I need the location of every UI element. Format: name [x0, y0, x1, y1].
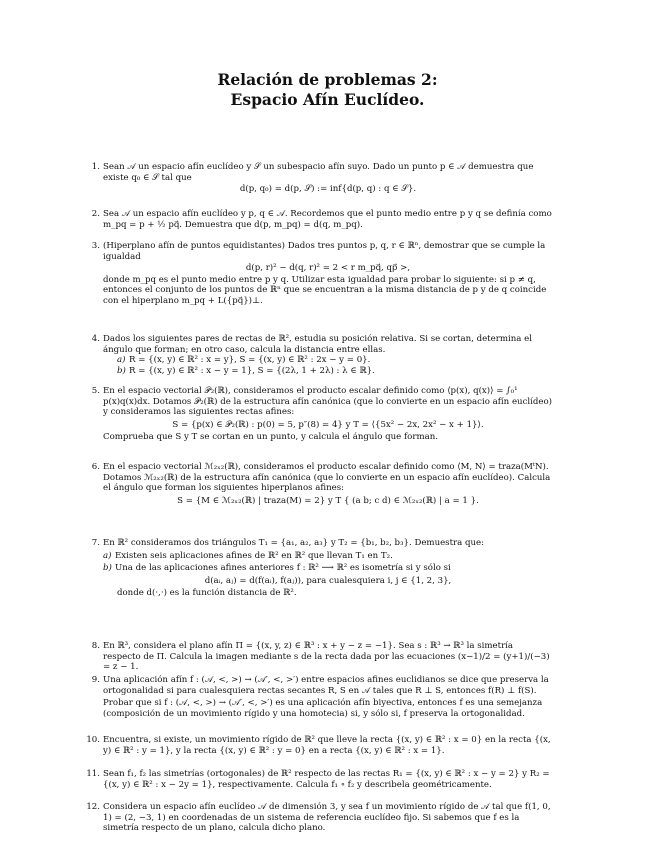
- sub-item-label: a): [103, 550, 112, 561]
- sub-item-label: b): [103, 563, 112, 574]
- sub-item-a: [117, 355, 553, 366]
- problem-number: 12.: [86, 802, 100, 812]
- problem-number: 6.: [91, 462, 100, 472]
- problem-number: 11.: [86, 769, 100, 779]
- problem-text: En el espacio vectorial 𝒫₂(ℝ), consideramos el producto escalar definido como ⟨p(x), q(x)⟩ = ∫₀¹ p(x)q(x)dx. Dotamos 𝒫₂(ℝ) de la estructura afín canónica (que lo convierte en un espacio afín euclídeo) y consideramos las siguientes rectas afines:: [103, 386, 552, 418]
- page-title-line2: Espacio Afín Euclídeo.: [230, 90, 425, 109]
- problem-11: [86, 769, 553, 790]
- problem-2: [91, 209, 553, 230]
- problem-number: 5.: [91, 386, 100, 396]
- problem-text-after: donde m_pq es el punto medio entre p y q. Utilizar esta igualdad para probar lo siguiente: si p ≠ q, entonces el conjunto de los puntos de ℝⁿ que se encuentran a la misma distancia de p y de q coincide con el hiperplano m_pq + L({pq⃗})⊥.: [103, 274, 547, 306]
- sub-item-label: b): [117, 365, 126, 376]
- problem-text-after: Comprueba que S y T se cortan en un punto, y calcula el ángulo que forman.: [103, 432, 438, 443]
- problem-equation: S = {p(x) ∈ 𝒫₂(ℝ) : p(0) = 5, p″(8) = 4} y T = ⟨{5x² − 2x, 2x² − x + 1}⟩.: [172, 419, 484, 430]
- problem-text-after: donde d(·,·) es la función distancia de ℝ².: [117, 588, 297, 599]
- problem-number: 8.: [91, 641, 100, 651]
- problem-text: Sean f₁, f₂ las simetrías (ortogonales) de ℝ² respecto de las rectas R₁ = {(x, y) ∈ ℝ² : x − y = 2} y R₂ = {(x, y) ∈ ℝ² : x − 2y = 1}, respectivamente. Calcula f₁ ∘ f₂ y describela geométricamente.: [103, 769, 550, 790]
- problem-6: [91, 462, 553, 508]
- problem-text: Encuentra, si existe, un movimiento rígido de ℝ² que lleve la recta {(x, y) ∈ ℝ² : x = 0} en la recta {(x, y) ∈ ℝ² : y = 1}, y la recta {(x, y) ∈ ℝ² : y = 0} en a recta {(x, y) ∈ ℝ² : x = 1}.: [103, 735, 551, 756]
- sub-item-b: [117, 366, 553, 377]
- problem-text: Sea 𝒜 un espacio afín euclídeo y p, q ∈ 𝒜. Recordemos que el punto medio entre p y q se definía como m_pq = p + ½ pq⃗. Demuestra que d(p, m_pq) = d(q, m_pq).: [103, 209, 552, 230]
- sub-item-text: Una de las aplicaciones afines anteriores f : ℝ² ⟶ ℝ² es isometría si y sólo si: [115, 563, 451, 574]
- problem-text: En ℝ² consideramos dos triángulos T₁ = {a₁, a₂, a₃} y T₂ = {b₁, b₂, b₃}. Demuestra que:: [103, 538, 485, 548]
- problem-number: 9.: [91, 675, 100, 685]
- problem-equation: d(p, q₀) = d(p, 𝒮) := inf{d(p, q) : q ∈ 𝒮}.: [239, 184, 417, 195]
- problem-4: [91, 334, 553, 376]
- sub-item-label: a): [117, 355, 126, 366]
- problem-10: [86, 735, 553, 756]
- problem-text: En ℝ³, considera el plano afín Π = {(x, y, z) ∈ ℝ³ : x + y − z = −1}. Sea s : ℝ³ → ℝ³ la simetría respecto de Π. Calcula la imagen mediante s de la recta dada por las ecuaciones (x−1)/2 = (y+1)/(−3) = z − 1.: [103, 641, 550, 673]
- sub-item-text: R = {(x, y) ∈ ℝ² : x − y = 1}, S = {(2λ, 1 + 2λ) : λ ∈ ℝ}.: [129, 365, 375, 376]
- problem-9: [91, 675, 553, 721]
- problem-text: Una aplicación afín f : (𝒜, <, >) → (𝒜′, <, >′) entre espacios afines euclidianos se dice que preserva la ortogonalidad si para cualesquiera rectas secantes R, S en 𝒜 tales que R ⊥ S, entonces f(R) ⊥ f(S).: [103, 675, 549, 696]
- sub-item-text: R = {(x, y) ∈ ℝ² : x = y}, S = {(x, y) ∈ ℝ² : 2x − y = 0}.: [129, 355, 371, 366]
- problem-number: 7.: [91, 538, 100, 548]
- problem-equation: S = {M ∈ ℳ₂ₓ₂(ℝ) | traza(M) = 2} y T { (a b; c d) ∈ ℳ₂ₓ₂(ℝ) | a = 1 }.: [177, 495, 479, 506]
- problem-text: Considera un espacio afín euclídeo 𝒜 de dimensión 3, y sea f un movimiento rígido de 𝒜 tal que f(1, 0, 1) = (2, −3, 1) en coordenadas de un sistema de referencia euclídeo fijo. Si sabemos que f es la simetría respecto de un plano, calcula dicho plano.: [103, 802, 551, 834]
- problem-8: [91, 641, 553, 673]
- problem-number: 1.: [91, 162, 100, 172]
- problem-text: (Hiperplano afín de puntos equidistantes) Dados tres puntos p, q, r ∈ ℝⁿ, demostrar que se cumple la igualdad: [103, 241, 546, 262]
- sub-item-text: Existen seis aplicaciones afines de ℝ² en ℝ² que llevan T₁ en T₂.: [115, 550, 393, 561]
- problem-equation: d(aᵢ, aⱼ) = d(f(aᵢ), f(aⱼ)), para cualesquiera i, j ∈ {1, 2, 3},: [204, 575, 452, 586]
- sub-item-a: [103, 551, 553, 562]
- sub-item-b: [103, 563, 553, 574]
- problem-number: 3.: [91, 241, 100, 251]
- problem-number: 4.: [91, 334, 100, 344]
- problem-7: [91, 538, 553, 599]
- problem-equation: d(p, r)² − d(q, r)² = 2 < r m_pq⃗, qp⃗ >,: [245, 263, 411, 274]
- problem-number: 10.: [86, 735, 100, 745]
- problem-text-2: Probar que si f : (𝒜, <, >) → (𝒜′, <, >′) es una aplicación afín biyectiva, entonces f es una semejanza (composición de un movimiento rígido y una homotecia) si, y sólo si, f preserva la ortogonalidad.: [103, 698, 543, 719]
- problem-1: [91, 162, 553, 196]
- problem-text: Dados los siguientes pares de rectas de ℝ², estudia su posición relativa. Si se cortan, determina el ángulo que forman; en otro caso, calcula la distancia entre ellas.: [103, 334, 532, 355]
- problem-text: En el espacio vectorial ℳ₂ₓ₂(ℝ), consideramos el producto escalar definido como ⟨M, N⟩ = traza(MᵗN). Dotamos ℳ₂ₓ₂(ℝ) de la estructura afín canónica (que lo convierte en un espacio afín euclídeo). Calcula el ángulo que forman los siguientes hiperplanos afines:: [103, 462, 551, 494]
- problem-3: [91, 241, 553, 307]
- problem-number: 2.: [91, 209, 100, 219]
- problem-text: Sean 𝒜 un espacio afín euclídeo y 𝒮 un subespacio afín suyo. Dado un punto p ∈ 𝒜 demuestra que existe q₀ ∈ 𝒮 tal que: [103, 162, 534, 183]
- problem-5: [91, 386, 553, 443]
- problem-12: [86, 802, 553, 834]
- page-title-line1: Relación de problemas 2:: [217, 70, 438, 89]
